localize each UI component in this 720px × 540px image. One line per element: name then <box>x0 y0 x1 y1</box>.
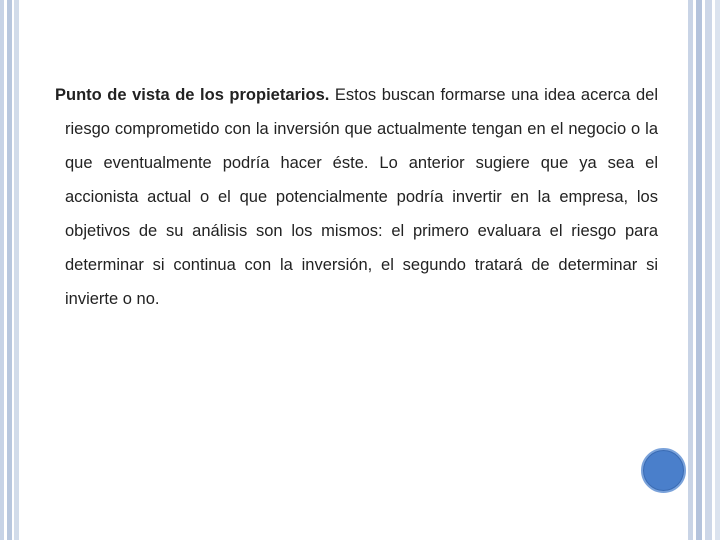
paragraph-lead: Punto de vista de los propietarios. <box>55 86 330 104</box>
slide-content <box>55 78 658 316</box>
decorative-circle <box>641 448 686 493</box>
owners-viewpoint-paragraph <box>55 78 658 316</box>
paragraph-body: Estos buscan formarse una idea acerca del riesgo comprometido con la inversión que actualmente tengan en el negocio o la que eventualmente podría hacer éste. Lo anterior sugiere que ya sea el accionista actual o el que potencialmente podría invertir en la empresa, los objetivos de su análisis son los mismos: el primero evaluara el riesgo para determinar si continua con la inversión, el segundo tratará de determinar si invierte o no. <box>65 86 658 308</box>
right-decorative-border <box>682 0 720 540</box>
left-decorative-border <box>0 0 26 540</box>
